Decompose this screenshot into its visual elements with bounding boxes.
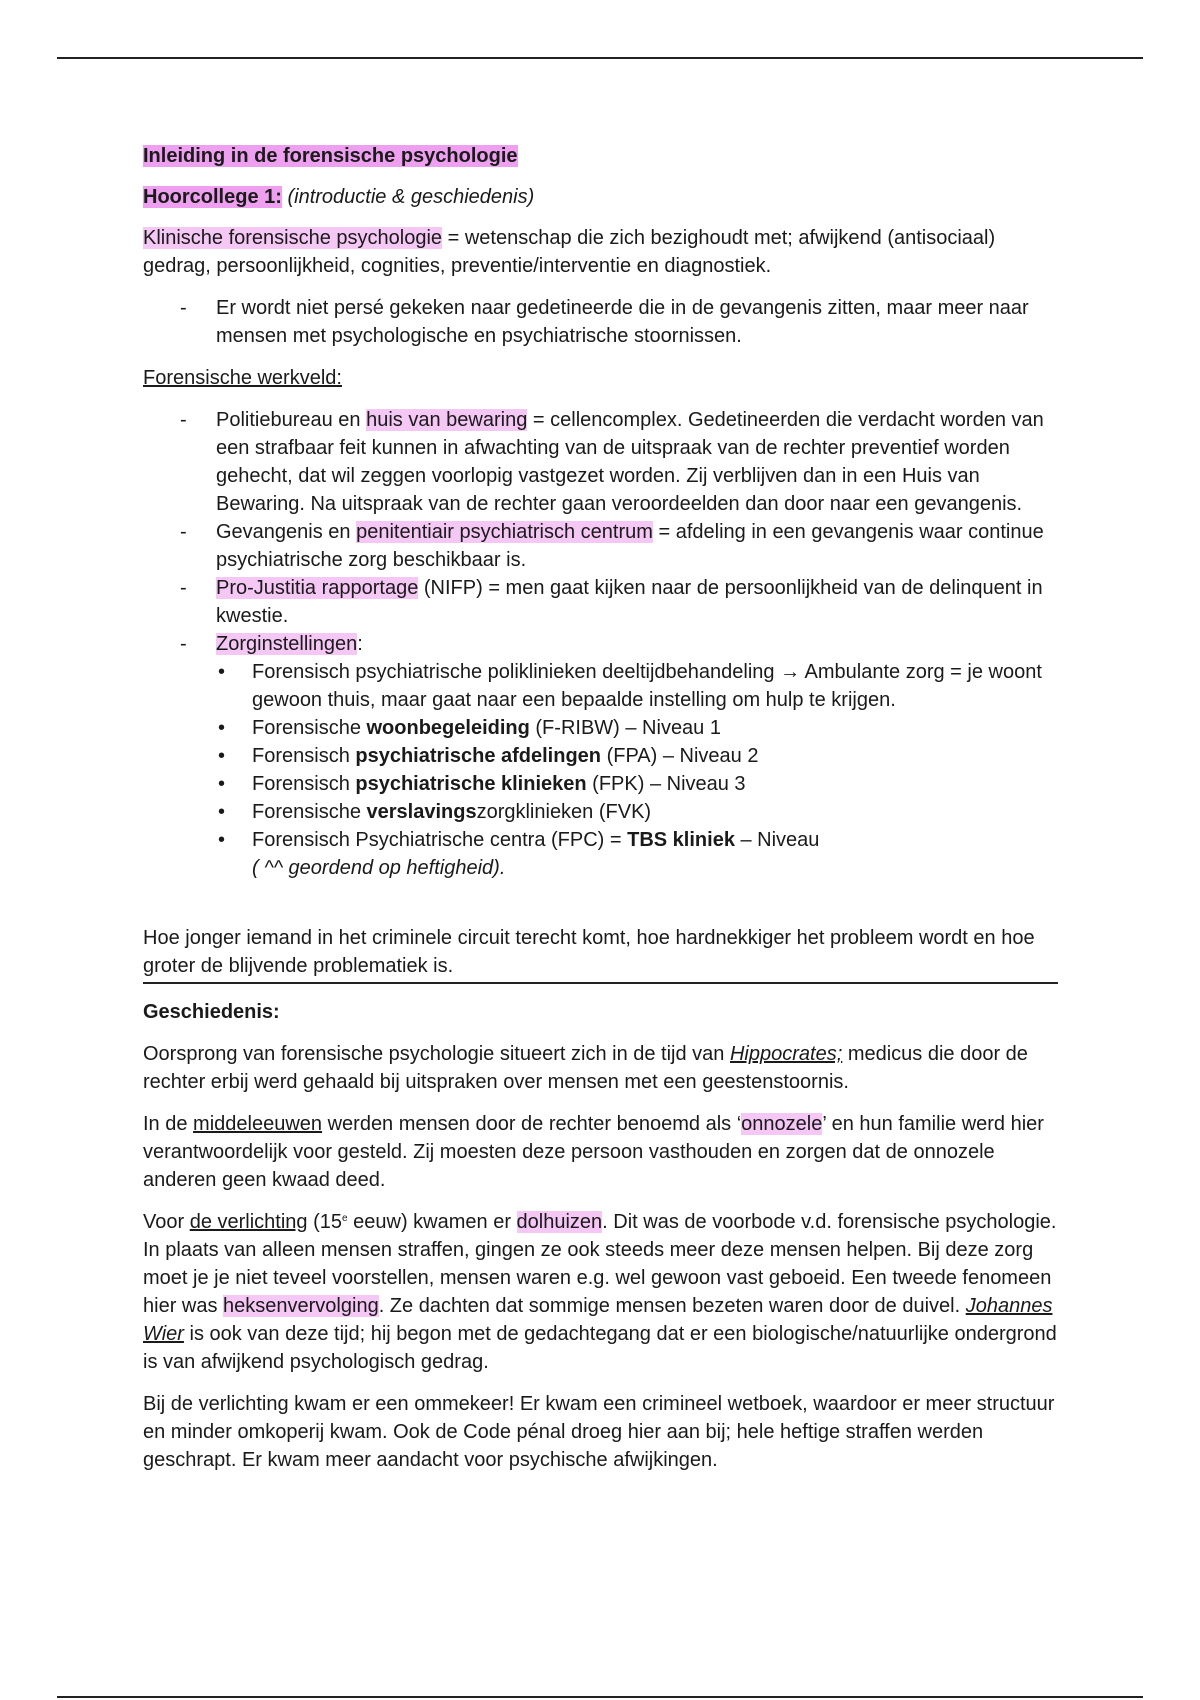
highlight-term: dolhuizen: [516, 1211, 603, 1233]
highlight-term: onnozele: [741, 1113, 823, 1135]
list-item: - Politiebureau en huis van bewaring = cellencomplex. Gedetineerden die verdacht worden van een strafbaar feit kunnen in afwachting van de uitspraak van de rechter preventief worden gehecht, dat wil zeggen voorlopig vastgezet worden. Zij verblijven dan in een Huis van Bewaring. Na uitspraak van de rechter gaan veroordeelden dan door naar een gevangenis.: [216, 406, 1058, 518]
page-top-rule: [57, 57, 1143, 59]
hippocrates-name: Hippocrates;: [729, 1043, 843, 1065]
list-item: - Er wordt niet persé gekeken naar gedetineerde die in de gevangenis zitten, maar meer naar mensen met psychologische en psychiatrische stoornissen.: [216, 294, 1058, 350]
spacer: [143, 896, 1058, 924]
list-item: • Forensisch psychiatrische klinieken (FPK) – Niveau 3: [252, 770, 1058, 798]
lecture-heading: [143, 183, 1058, 211]
definition-term: Klinische forensische psychologie: [143, 227, 443, 249]
ordering-note: ( ^^ geordend op heftigheid).: [252, 857, 506, 879]
geschiedenis-heading: Geschiedenis:: [143, 1001, 280, 1023]
list-item: • Forensische woonbegeleiding (F-RIBW) – Niveau 1: [252, 714, 1058, 742]
list-item: - Pro-Justitia rapportage (NIFP) = men gaat kijken naar de persoonlijkheid van de delinquent in kwestie.: [216, 574, 1058, 630]
list-item: - Zorginstellingen: • Forensisch psychiatrische poliklinieken deeltijdbehandeling → Ambulante zorg = je woont gewoon thuis, maar gaat naar een bepaalde instelling om hulp te krijgen. • Forensische woonbegeleiding (F-RIBW) – Niveau 1 • Forensisch psychiatrische afdelingen (FPA) – Niveau 2 • Forensisch psychiatrische klinieken (FPK) – Niveau 3 • Forensische verslavingszorgklinieken (FVK) • Forensisch Psychiatrische centra (FPC) = TBS kliniek – Niveau ( ^^ geordend op heftigheid).: [216, 630, 1058, 882]
list-item: • Forensische verslavingszorgklinieken (FVK): [252, 798, 1058, 826]
section-divider: [143, 982, 1058, 984]
definition-text: = wetenschap die zich bezighoudt met; afwijkend (antisociaal) gedrag, persoonlijkheid, cognities, preventie/interventie en diagnostiek.: [143, 227, 996, 277]
history-paragraph-3: Voor de verlichting (15e eeuw) kwamen er dolhuizen. Dit was de voorbode v.d. forensische psychologie. In plaats van alleen mensen straffen, gingen ze ook steeds meer deze mensen helpen. Bij deze zorg moet je je niet teveel voorstellen, mensen waren e.g. wel gewoon vast geboeid. Een tweede fenomeen hier was heksenvervolging. Ze dachten dat sommige mensen bezeten waren door de duivel. Johannes Wier is ook van deze tijd; hij begon met de gedachtegang dat er een biologische/natuurlijke ondergrond is van afwijkend psychologisch gedrag.: [143, 1211, 1057, 1373]
zorg-list: [216, 658, 1058, 882]
definition-note-list: [143, 294, 1058, 350]
jonger-paragraph: Hoe jonger iemand in het criminele circuit terecht komt, hoe hardnekkiger het probleem wordt en hoe groter de blijvende problematiek is.: [143, 927, 1035, 977]
list-item: • Forensisch psychiatrische afdelingen (FPA) – Niveau 2: [252, 742, 1058, 770]
werkveld-heading: Forensische werkveld:: [143, 367, 342, 389]
list-item: • Forensisch Psychiatrische centra (FPC) = TBS kliniek – Niveau ( ^^ geordend op heftigheid).: [252, 826, 1058, 882]
highlight-term: huis van bewaring: [366, 409, 528, 431]
wier-name: Johannes Wier: [143, 1295, 1053, 1345]
document-body: [143, 142, 1058, 1488]
page-bottom-rule: [57, 1696, 1143, 1698]
history-paragraph-2: In de middeleeuwen werden mensen door de rechter benoemd als ‘onnozele’ en hun familie werd hier verantwoordelijk voor gesteld. Zij moesten deze persoon vasthouden en zorgen dat de onnozele anderen geen kwaad deed.: [143, 1113, 1044, 1191]
definition-paragraph: [143, 224, 1058, 280]
history-paragraph-1: Oorsprong van forensische psychologie situeert zich in de tijd van Hippocrates; medicus die door de rechter erbij werd gehaald bij uitspraken over mensen met een geestenstoornis.: [143, 1043, 1028, 1093]
list-item: • Forensisch psychiatrische poliklinieken deeltijdbehandeling → Ambulante zorg = je woont gewoon thuis, maar gaat naar een bepaalde instelling om hulp te krijgen.: [252, 658, 1058, 714]
highlight-term: Pro-Justitia rapportage: [216, 577, 419, 599]
document-title: Inleiding in de forensische psychologie: [143, 145, 518, 167]
werkveld-list: [143, 406, 1058, 882]
list-item: - Gevangenis en penitentiair psychiatrisch centrum = afdeling in een gevangenis waar continue psychiatrische zorg beschikbaar is.: [216, 518, 1058, 574]
lecture-label: Hoorcollege 1:: [143, 186, 282, 208]
highlight-term: penitentiair psychiatrisch centrum: [356, 521, 653, 543]
lecture-subtitle: (introductie & geschiedenis): [287, 186, 535, 208]
highlight-term: Zorginstellingen: [216, 633, 358, 655]
highlight-term: heksenvervolging: [223, 1295, 379, 1317]
history-paragraph-4: Bij de verlichting kwam er een ommekeer! Er kwam een crimineel wetboek, waardoor er meer structuur en minder omkoperij kwam. Ook de Code pénal droeg hier aan bij; hele heftige straffen werden geschrapt. Er kwam meer aandacht voor psychische afwijkingen.: [143, 1393, 1055, 1471]
